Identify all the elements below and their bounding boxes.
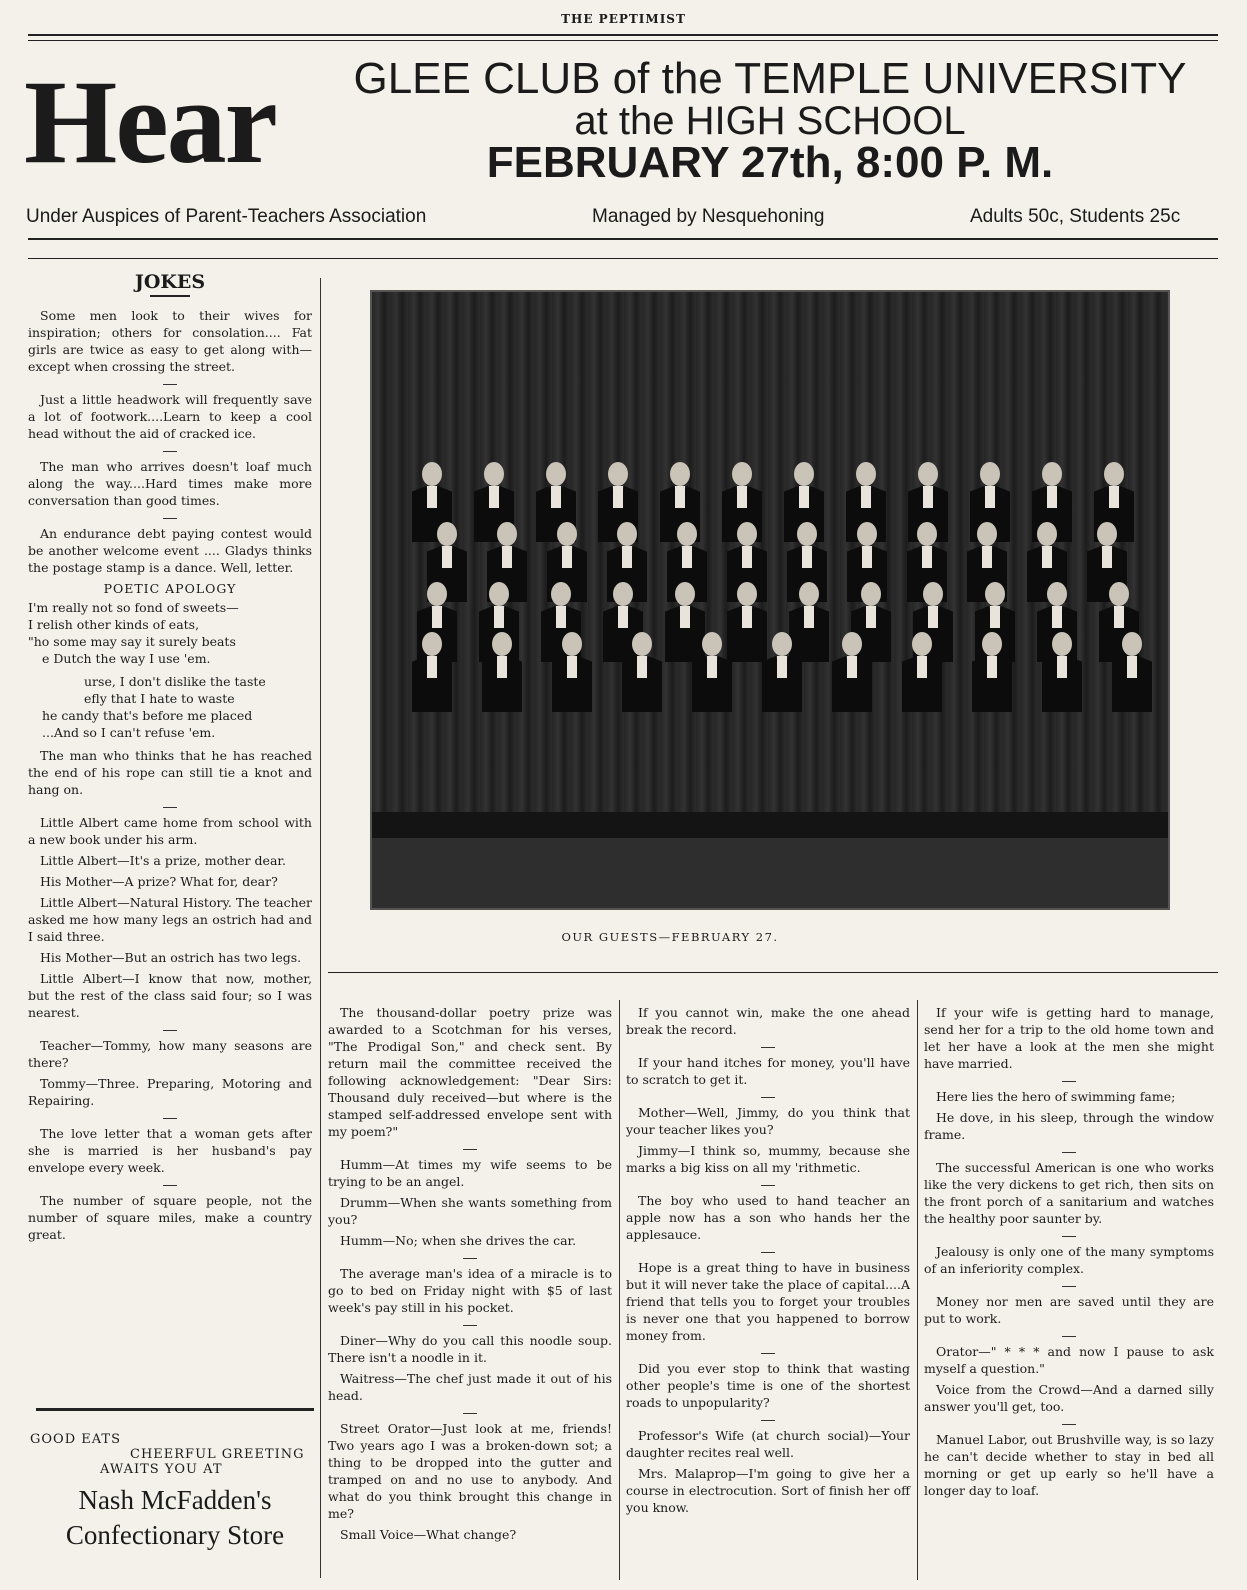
ad-store-name-1: Nash McFadden's — [78, 1485, 272, 1515]
poem-line: I relish other kinds of eats, — [28, 617, 200, 632]
managed-text: Managed by Nesquehoning — [592, 206, 825, 227]
poem-line: he candy that's before me placed — [42, 708, 253, 723]
text-paragraph: Waitress—The chef just made it out of his head. — [328, 1371, 612, 1403]
joke-paragraph: His Mother—But an ostrich has two legs. — [40, 950, 302, 965]
poem — [28, 599, 312, 741]
club-member — [1112, 632, 1152, 712]
joke-paragraph: The number of square people, not the number of square miles, make a country great. — [28, 1193, 312, 1242]
separator — [28, 1025, 312, 1035]
club-member — [762, 632, 802, 712]
club-member — [552, 632, 592, 712]
column-2 — [328, 1004, 612, 1547]
joke-paragraph: The man who thinks that he has reached the end of his rope can still tie a knot and hang on. — [28, 748, 312, 797]
text-paragraph: Professor's Wife (at church social)—Your daughter recites real well. — [626, 1428, 910, 1460]
joke-paragraph: Little Albert—It's a prize, mother dear. — [40, 853, 286, 868]
separator — [924, 1076, 1214, 1086]
separator — [28, 1180, 312, 1190]
club-member — [622, 632, 662, 712]
text-paragraph: If you cannot win, make the one ahead break the record. — [626, 1005, 910, 1037]
joke-paragraph: Just a little headwork will frequently save a lot of footwork....Learn to keep a cool head without the aid of cracked ice. — [28, 392, 312, 441]
title-rule — [150, 295, 190, 297]
separator — [626, 1092, 910, 1102]
ad-line-2: CHEERFUL GREETING — [130, 1447, 305, 1462]
joke-paragraph: The love letter that a woman gets after she is married is her husband's pay envelope every week. — [28, 1126, 312, 1175]
separator — [924, 1231, 1214, 1241]
text-paragraph: Jimmy—I think so, mummy, because she marks a big kiss on all my 'rithmetic. — [626, 1143, 910, 1175]
ad-line-1: GOOD EATS — [30, 1432, 121, 1447]
event-headline — [320, 54, 1220, 187]
text-paragraph: Here lies the hero of swimming fame; — [936, 1089, 1176, 1104]
separator — [626, 1042, 910, 1052]
joke-paragraph: Little Albert—Natural History. The teacher asked me how many legs an ostrich had and I said three. — [28, 895, 312, 944]
headline-line-2: at the HIGH SCHOOL — [574, 99, 966, 143]
text-paragraph: Humm—At times my wife seems to be trying to be an angel. — [328, 1157, 612, 1189]
rule-top — [28, 34, 1218, 36]
club-member — [412, 632, 452, 712]
text-paragraph: Humm—No; when she drives the car. — [340, 1233, 577, 1248]
rule-top-thin — [28, 40, 1218, 41]
prices-text: Adults 50c, Students 25c — [970, 206, 1181, 227]
ad-store-name-2: Confectionary Store — [65, 1520, 285, 1550]
joke-paragraph: Tommy—Three. Preparing, Motoring and Repairing. — [28, 1076, 312, 1108]
rule-mid — [28, 238, 1218, 240]
rule-lower — [328, 972, 1218, 973]
column-divider — [619, 1000, 620, 1580]
separator — [924, 1281, 1214, 1291]
separator — [28, 379, 312, 389]
jokes-title: JOKES — [134, 271, 206, 293]
club-member — [692, 632, 732, 712]
jokes-column — [28, 271, 312, 1247]
poem-line: urse, I don't dislike the taste — [84, 674, 266, 689]
ad-line-3: AWAITS YOU AT — [100, 1462, 223, 1477]
headline-line-3: FEBRUARY 27th, 8:00 P. M. — [486, 138, 1054, 187]
column-4 — [924, 1004, 1214, 1503]
hear-headline: Hear — [24, 55, 276, 188]
photo-caption: OUR GUESTS—FEBRUARY 27. — [561, 930, 779, 944]
text-paragraph: The boy who used to hand teacher an apple now has a son who hands her the applesauce. — [626, 1193, 910, 1242]
joke-paragraph: An endurance debt paying contest would be another welcome event .... Gladys thinks the postage stamp is a dance. Well, letter. — [28, 526, 312, 575]
text-paragraph: Mrs. Malaprop—I'm going to give her a course in electrocution. Sort of finish her off you know. — [626, 1466, 910, 1515]
poem-line: I'm really not so fond of sweets— — [28, 600, 239, 615]
text-paragraph: Did you ever stop to think that wasting other people's time is one of the shortest roads to unpopularity? — [626, 1361, 910, 1410]
text-paragraph: Voice from the Crowd—And a darned silly answer you'll get, too. — [924, 1382, 1214, 1414]
club-member — [727, 582, 767, 662]
ad-rule — [36, 1408, 314, 1411]
separator — [626, 1247, 910, 1257]
text-paragraph: The successful American is one who works like the very dickens to get rich, then sits on the front porch of a sanitarium and watches the healthy poor saunter by. — [924, 1160, 1214, 1226]
separator — [328, 1144, 612, 1154]
text-paragraph: He dove, in his sleep, through the window frame. — [924, 1110, 1214, 1142]
text-paragraph: The average man's idea of a miracle is to go to bed on Friday night with $5 of last week's pay still in his pocket. — [328, 1266, 612, 1315]
joke-paragraph: His Mother—A prize? What for, dear? — [40, 874, 278, 889]
separator — [328, 1253, 612, 1263]
separator — [28, 513, 312, 523]
glee-club-photo — [370, 290, 1170, 910]
text-paragraph: The thousand-dollar poetry prize was awarded to a Scotchman for his verses, "The Prodigal Son," and check sent. By return mail the committee received the following acknowledgement: "Dear Sirs: Thousand duly received—but where is the stamped self-addressed envelope sent with my poem?" — [328, 1005, 612, 1139]
text-paragraph: Small Voice—What change? — [340, 1527, 517, 1542]
column-3 — [626, 1004, 910, 1520]
joke-paragraph: Little Albert came home from school with a new book under his arm. — [28, 815, 312, 847]
separator — [626, 1180, 910, 1190]
masthead: THE PEPTIMIST — [561, 12, 686, 26]
text-paragraph: Street Orator—Just look at me, friends! Two years ago I was a broken-down sot; a thing to be dropped into the gutter and tramped on and no use to anybody. And what do you think brought this change in me? — [328, 1421, 612, 1521]
joke-paragraph: Some men look to their wives for inspiration; others for consolation.... Fat girls are twice as easy to get along with—except when crossing the street. — [28, 308, 312, 374]
separator — [924, 1419, 1214, 1429]
text-paragraph: Drumm—When she wants something from you? — [328, 1195, 612, 1227]
column-divider — [917, 1000, 918, 1580]
joke-paragraph: Little Albert—I know that now, mother, but the rest of the class said four; so I was nearest. — [28, 971, 312, 1020]
text-paragraph: Mother—Well, Jimmy, do you think that your teacher likes you? — [626, 1105, 910, 1137]
text-paragraph: Money nor men are saved until they are put to work. — [924, 1294, 1214, 1326]
column-divider — [320, 278, 321, 1578]
text-paragraph: Manuel Labor, out Brushville way, is so lazy he can't decide whether to stay in bed all morning or get up early so he'll have a longer day to loaf. — [924, 1432, 1214, 1498]
photo-floor — [372, 838, 1168, 908]
separator — [328, 1408, 612, 1418]
separator — [28, 802, 312, 812]
separator — [626, 1415, 910, 1425]
separator — [924, 1331, 1214, 1341]
text-paragraph: Diner—Why do you call this noodle soup. There isn't a noodle in it. — [328, 1333, 612, 1365]
poem-line: efly that I hate to waste — [84, 691, 235, 706]
club-member — [902, 632, 942, 712]
separator — [328, 1320, 612, 1330]
joke-paragraph: The man who arrives doesn't loaf much along the way....Hard times make more conversation than good times. — [28, 459, 312, 508]
ad-box — [30, 1432, 320, 1551]
joke-paragraph: Teacher—Tommy, how many seasons are there? — [28, 1038, 312, 1070]
auspices-text: Under Auspices of Parent-Teachers Association — [26, 206, 427, 227]
poem-line: "ho some may say it surely beats — [28, 634, 236, 649]
headline-line-1: GLEE CLUB of the TEMPLE UNIVERSITY — [353, 54, 1187, 103]
club-member — [1042, 632, 1082, 712]
separator — [28, 446, 312, 456]
text-paragraph: Hope is a great thing to have in business but it will never take the place of capital....A friend that tells you to forget your troubles is never one that you happened to borrow money from. — [626, 1260, 910, 1343]
poem-line: e Dutch the way I use 'em. — [42, 651, 211, 666]
rule-mid-thin — [28, 258, 1218, 259]
separator — [924, 1147, 1214, 1157]
club-member — [832, 632, 872, 712]
text-paragraph: If your hand itches for money, you'll have to scratch to get it. — [626, 1055, 910, 1087]
separator — [28, 1113, 312, 1123]
text-paragraph: Jealousy is only one of the many symptoms of an inferiority complex. — [924, 1244, 1214, 1276]
separator — [626, 1348, 910, 1358]
text-paragraph: Orator—" * * * and now I pause to ask myself a question." — [924, 1344, 1214, 1376]
club-member — [972, 632, 1012, 712]
poem-title: POETIC APOLOGY — [103, 581, 237, 596]
text-paragraph: If your wife is getting hard to manage, send her for a trip to the old home town and let her have a look at the men she might have married. — [924, 1005, 1214, 1071]
club-member — [482, 632, 522, 712]
poem-line: ...And so I can't refuse 'em. — [42, 725, 216, 740]
